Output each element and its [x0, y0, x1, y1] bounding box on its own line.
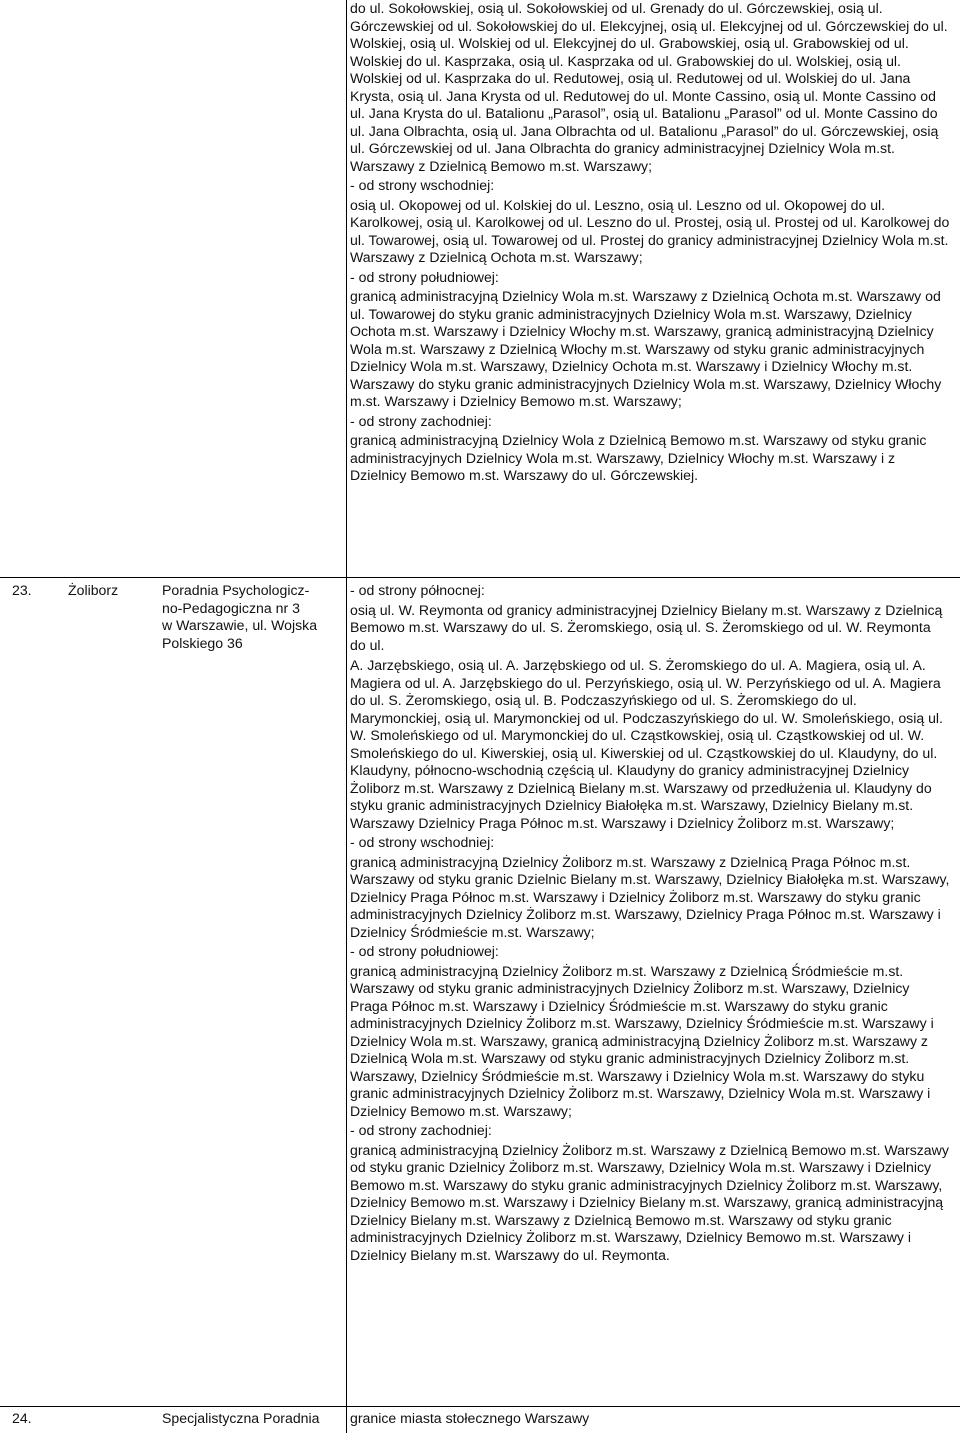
row-23-east-heading: - od strony wschodniej: [350, 834, 495, 850]
row-23-south-heading: - od strony południowej: [350, 943, 499, 959]
row-23-north-heading: - od strony północnej: [350, 582, 485, 598]
row-22-west-heading: - od strony zachodniej: [350, 412, 492, 429]
row-divider-23 [0, 577, 960, 578]
row-22-south-heading: - od strony południowej: [350, 268, 499, 285]
row-22-east-boundary-text: osią ul. Okopowej od ul. Kolskiej do ul. Leszno, osią ul. Leszno od ul. Okopowej do ul. Karolkowej, osią ul. Karolkowej od ul. Leszno do ul. Prostej, osią ul. Prostej od ul. Karolkowej do ul. Towarowej, osią ul. Towarowej od ul. Prostej do granicy administracyjnej Dzielnicy Wola m.st. Warszawy z Dzielnicą Ochota m.st. Warszawy; [350, 196, 950, 265]
row-23-name-line-2: no-Pedagogiczna nr 3 [162, 599, 300, 616]
row-23-west-heading: - od strony zachodniej: [350, 1122, 492, 1138]
row-23-institution [162, 582, 342, 652]
row-24-institution: Specjalistyczna Poradnia [162, 1410, 320, 1426]
row-23-south-text: granicą administracyjną Dzielnicy Żoliborz m.st. Warszawy z Dzielnicą Śródmieście m.st. Warszawy od styku granic administracyjnych Dzielnicy Żoliborz m.st. Warszawy, Dzielnicy Praga Północ m.st. Warszawy i Dzielnicy Śródmieście m.st. Warszawy do styku granic administracyjnych Dzielnicy Żoliborz m.st. Warszawy, Dzielnicy Śródmieście m.st. Warszawy i Dzielnicy Wola m.st. Warszawy, granicą administracyjną Dzielnicy Żoliborz m.st. Warszawy z Dzielnicą Wola m.st. Warszawy od styku granic administracyjnych Dzielnicy Żoliborz m.st. Warszawy, Dzielnicy Śródmieście m.st. Warszawy i Dzielnicy Wola m.st. Warszawy do styku granic administracyjnych Dzielnicy Żoliborz m.st. Warszawy, Dzielnicy Wola m.st. Warszawy i Dzielnicy Bemowo m.st. Warszawy; [350, 962, 934, 1119]
row-24-number: 24. [12, 1410, 32, 1426]
row-24-boundaries: granice miasta stołecznego Warszawy [350, 1410, 590, 1426]
row-23-north-text-a: osią ul. W. Reymonta od granicy administracyjnej Dzielnicy Bielany m.st. Warszawy z Dzielnicą Bemowo m.st. Warszawy do ul. S. Żeromskiego, osią ul. S. Żeromskiego od ul. W. Reymonta do ul. [350, 601, 943, 653]
row-23-name-line-1: Poradnia Psychologicz- [162, 582, 310, 598]
row-23-number: 23. [12, 582, 32, 598]
row-23-north-text-b: A. Jarzębskiego, osią ul. A. Jarzębskiego od ul. S. Żeromskiego do ul. A. Magiera, osią ul. A. Magiera od ul. A. Jarzębskiego do ul. Perzyńskiego, osią ul. W. Perzyńskiego od ul. A. Magiera do ul. S. Żeromskiego, osią ul. B. Podczaszyńskiego od ul. S. Żeromskiego do ul. Marymonckiej, osią ul. Marymonckiej od ul. Podczaszyńskiego do ul. W. Smoleńskiego, osią ul. W. Smoleńskiego od ul. Marymonckiej do ul. Cząstkowskiej, osią ul. Cząstkowskiej od ul. W. Smoleńskiego do ul. Kiwerskiej, osią ul. Kiwerskiej od ul. Cząstkowskiej do ul. Klaudyny, do ul. Klaudyny, północno-wschodnią częścią ul. Klaudyny do granicy administracyjnej Dzielnicy Żoliborz m.st. Warszawy z Dzielnicą Bielany m.st. Warszawy od przedłużenia ul. Klaudyny do styku granic administracyjnych Dzielnicy Białołęka m.st. Warszawy, Dzielnicy Bielany m.st. Warszawy Dzielnicy Praga Północ m.st. Warszawy i Dzielnicy Żoliborz m.st. Warszawy; [350, 657, 943, 831]
row-22-east-heading: - od strony wschodniej: [350, 177, 495, 193]
row-22-west2-boundary-text: granicą administracyjną Dzielnicy Wola z Dzielnicą Bemowo m.st. Warszawy od styku granic administracyjnych Dzielnicy Wola m.st. Warszawy, Dzielnicy Włochy m.st. Warszawy i z Dzielnicy Bemowo m.st. Warszawy do ul. Górczewskiej. [350, 432, 927, 483]
row-23-name-line-3: w Warszawie, ul. Wojska [162, 617, 318, 633]
row-divider-24 [0, 1406, 960, 1407]
row-23-district: Żoliborz [68, 582, 119, 598]
row-22-boundaries [350, 0, 950, 485]
row-23-west-text: granicą administracyjną Dzielnicy Żoliborz m.st. Warszawy z Dzielnicą Bemowo m.st. Warszawy od styku granic Dzielnicy Żoliborz m.st. Warszawy, Dzielnicy Wola m.st. Warszawy i Dzielnicy Bemowo m.st. Warszawy do styku granic administracyjnych Dzielnicy Żoliborz m.st. Warszawy, Dzielnicy Bemowo m.st. Warszawy i Dzielnicy Bielany m.st. Warszawy, granicą administracyjną Dzielnicy Bielany m.st. Warszawy z Dzielnicą Bemowo m.st. Warszawy od styku granic administracyjnych Dzielnicy Żoliborz m.st. Warszawy, Dzielnicy Bemowo m.st. Warszawy i Dzielnicy Bielany m.st. Warszawy do ul. Reymonta. [350, 1141, 949, 1263]
column-divider-content [346, 0, 347, 1433]
row-22-west-boundary-text: do ul. Sokołowskiej, osią ul. Sokołowskiej od ul. Grenady do ul. Górczewskiej, osią ul. Górczewskiej od ul. Sokołowskiej do ul. Elekcyjnej, osią ul. Elekcyjnej od ul. Górczewskiej do ul. Wolskiej, osią ul. Wolskiej od ul. Elekcyjnej do ul. Grabowskiej, osią ul. Grabowskiej od ul. Wolskiej do ul. Kasprzaka, osią ul. Kasprzaka od ul. Grabowskiej do ul. Wolskiej, osią ul. Wolskiej od ul. Kasprzaka do ul. Redutowej, osią ul. Redutowej od ul. Wolskiej do ul. Jana Krysta, osią ul. Jana Krysta od ul. Redutowej do ul. Monte Cassino, osią ul. Monte Cassino od ul. Jana Krysta do ul. Batalionu „Parasol”, osią ul. Batalionu „Parasol” od ul. Monte Cassino do ul. Jana Olbrachta, osią ul. Jana Olbrachta od ul. Batalionu „Parasol” do ul. Górczewskiej, osią ul. Górczewskiej od ul. Jana Olbrachta do granicy administracyjnej Dzielnicy Wola m.st. Warszawy z Dzielnicą Bemowo m.st. Warszawy; [350, 0, 948, 174]
column-divider-district [64, 577, 65, 1433]
row-23-name-line-4: Polskiego 36 [162, 634, 243, 651]
row-22-south-boundary-text: granicą administracyjną Dzielnicy Wola m.st. Warszawy z Dzielnicą Ochota m.st. Warszawy od ul. Towarowej do styku granic administracyjnych Dzielnicy Wola m.st. Warszawy, Dzielnicy Ochota m.st. Warszawy i Dzielnicy Włochy m.st. Warszawy, granicą administracyjną Dzielnicy Wola m.st. Warszawy z Dzielnicą Włochy m.st. Warszawy od styku granic administracyjnych Dzielnicy Wola m.st. Warszawy, Dzielnicy Ochota m.st. Warszawy i Dzielnicy Włochy m.st. Warszawy do styku granic administracyjnych Dzielnicy Wola m.st. Warszawy, Dzielnicy Włochy m.st. Warszawy i Dzielnicy Bemowo m.st. Warszawy; [350, 288, 942, 409]
row-23-east-text: granicą administracyjną Dzielnicy Żoliborz m.st. Warszawy z Dzielnicą Praga Północ m.st. Warszawy od styku granic Dzielnic Bielany m.st. Warszawy, Dzielnicy Białołęka m.st. Warszawy, Dzielnicy Praga Północ m.st. Warszawy i Dzielnicy Żoliborz m.st. Warszawy do styku granic administracyjnych Dzielnicy Żoliborz m.st. Warszawy, Dzielnicy Praga Północ m.st. Warszawy i Dzielnicy Śródmieście m.st. Warszawy; [350, 853, 950, 940]
row-23-boundaries [350, 582, 950, 1264]
